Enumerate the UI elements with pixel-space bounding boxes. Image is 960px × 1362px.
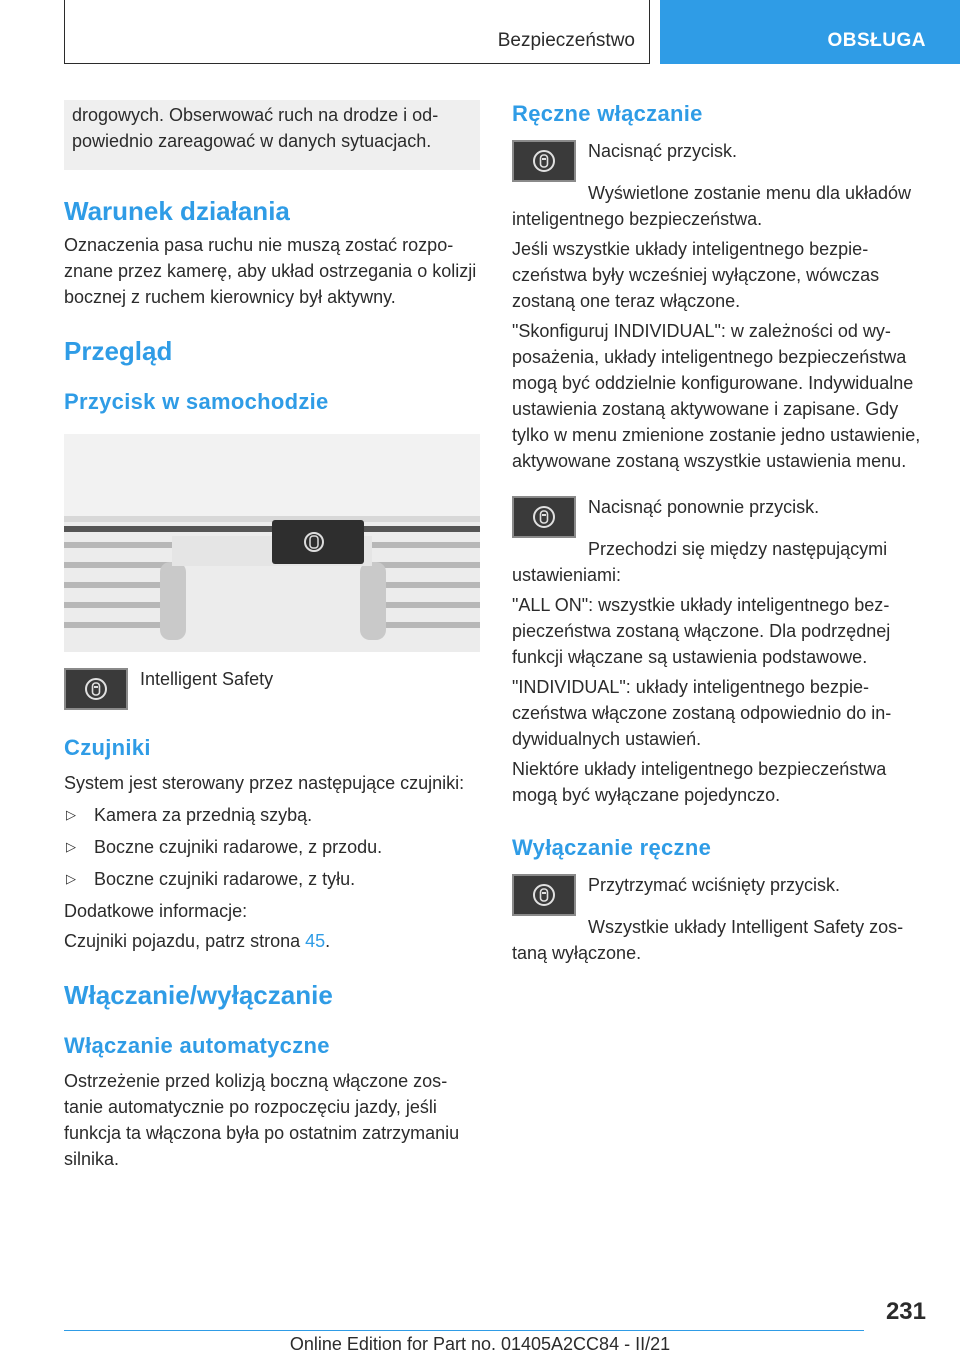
list-item: ▷ Boczne czujniki radarowe, z tyłu. xyxy=(64,866,480,892)
triangle-bullet-icon: ▷ xyxy=(66,839,76,854)
header-section-box xyxy=(64,0,650,64)
step2-result: Przechodzi się między następującymi ustawieniami: xyxy=(512,539,888,585)
paragraph-niektore: Niektóre układy inteligentnego bezpieczeństwa mogą być wyłączane pojedynczo. xyxy=(512,759,887,805)
intelligent-safety-button-icon xyxy=(512,140,576,182)
heading-auto: Włączanie automatyczne xyxy=(64,1033,330,1058)
step2-instruction: Nacisnąć ponownie przycisk. xyxy=(588,497,820,517)
step-press-row xyxy=(512,138,930,182)
footer-divider xyxy=(64,1330,864,1331)
paragraph-all-on: "ALL ON": wszystkie układy inteligentnego bezpieczeństwa zostaną włączone. Dla podrzędnej funkcji włączane są ustawienia podstawowe. xyxy=(512,595,891,667)
step1-instruction: Nacisnąć przycisk. xyxy=(588,141,738,161)
paragraph-jesli: Jeśli wszystkie układy inteligentnego bezpieczeństwa były wcześniej wyłączone, wówczas zostaną one teraz włączone. xyxy=(512,239,880,311)
intelligent-safety-button-icon xyxy=(512,496,576,538)
intelligent-safety-button-icon xyxy=(512,874,576,916)
header-section-title: Bezpieczeństwo xyxy=(497,30,635,51)
page-number: 231 xyxy=(885,1298,926,1325)
heading-przeglad: Przegląd xyxy=(64,336,173,366)
paragraph-individual: "INDIVIDUAL": układy inteligentnego bezpieczeństwa włączone zostaną odpowiednio do indywidualnych ustawień. xyxy=(512,677,892,749)
triangle-bullet-icon: ▷ xyxy=(66,807,76,822)
paragraph-dodatkowe: Dodatkowe informacje: xyxy=(64,901,248,921)
heading-warunek: Warunek działania xyxy=(64,196,290,226)
left-column xyxy=(64,100,480,1176)
continued-note-box xyxy=(64,100,480,170)
header-chapter-label: OBSŁUGA xyxy=(827,30,926,51)
paragraph-warunek: Oznaczenia pasa ruchu nie muszą zostać rozpoznane przez kamerę, aby układ ostrzegania o kolizji bocznej z ruchem kierownicy był aktywny. xyxy=(64,235,477,307)
sensor-list xyxy=(64,802,480,892)
right-column xyxy=(512,100,930,970)
step3-result: Wszystkie układy Intelligent Safety zostaną wyłączone. xyxy=(512,917,904,963)
list-item: ▷ Boczne czujniki radarowe, z przodu. xyxy=(64,834,480,860)
continued-note-text: drogowych. Obserwować ruch na drodze i odpowiednio zareagować w danych sytuacjach. xyxy=(72,105,439,151)
page-reference-link[interactable]: 45 xyxy=(305,931,326,951)
header-chapter-tab[interactable] xyxy=(660,0,960,64)
dashboard-button-photo xyxy=(64,434,480,652)
step1-result: Wyświetlone zostanie menu dla układów inteligentnego bezpieczeństwa. xyxy=(512,183,912,229)
step-hold-row xyxy=(512,872,930,916)
triangle-bullet-icon: ▷ xyxy=(66,871,76,886)
paragraph-reference: Czujniki pojazdu, patrz strona 45. xyxy=(64,931,331,951)
intelligent-safety-label: Intelligent Safety xyxy=(140,669,274,689)
step-press-again-row xyxy=(512,494,930,538)
heading-reczne: Ręczne włączanie xyxy=(512,101,703,126)
intelligent-safety-row xyxy=(64,666,480,710)
heading-wlaczanie: Włączanie/wyłączanie xyxy=(64,980,333,1010)
list-item: ▷ Kamera za przednią szybą. xyxy=(64,802,480,828)
paragraph-skonfiguruj: "Skonfiguruj INDIVIDUAL": w zależności od wyposażenia, układy inteligentnego bezpieczeństwa mogą być oddzielnie konfigurowane. Indywidualne ustawienia zostaną aktywowane i zapisane. Gdy tylko w menu zmienione zostanie jedno ustawienie, aktywowane zostaną wszystkie ustawienia menu. xyxy=(512,321,921,471)
paragraph-auto: Ostrzeżenie przed kolizją boczną włączone zostanie automatycznie po rozpoczęciu jazdy, jeśli funkcja ta włączona była po ostatnim zatrzymaniu silnika. xyxy=(64,1071,460,1169)
heading-wylaczanie: Wyłączanie ręczne xyxy=(512,835,712,860)
footer-edition: Online Edition for Part no. 01405A2CC84 - II/21 xyxy=(289,1334,671,1354)
heading-czujniki: Czujniki xyxy=(64,735,151,760)
heading-przycisk: Przycisk w samochodzie xyxy=(64,389,329,414)
paragraph-czujniki: System jest sterowany przez następujące czujniki: xyxy=(64,773,465,793)
step3-instruction: Przytrzymać wciśnięty przycisk. xyxy=(588,875,841,895)
intelligent-safety-button-icon xyxy=(64,668,128,710)
